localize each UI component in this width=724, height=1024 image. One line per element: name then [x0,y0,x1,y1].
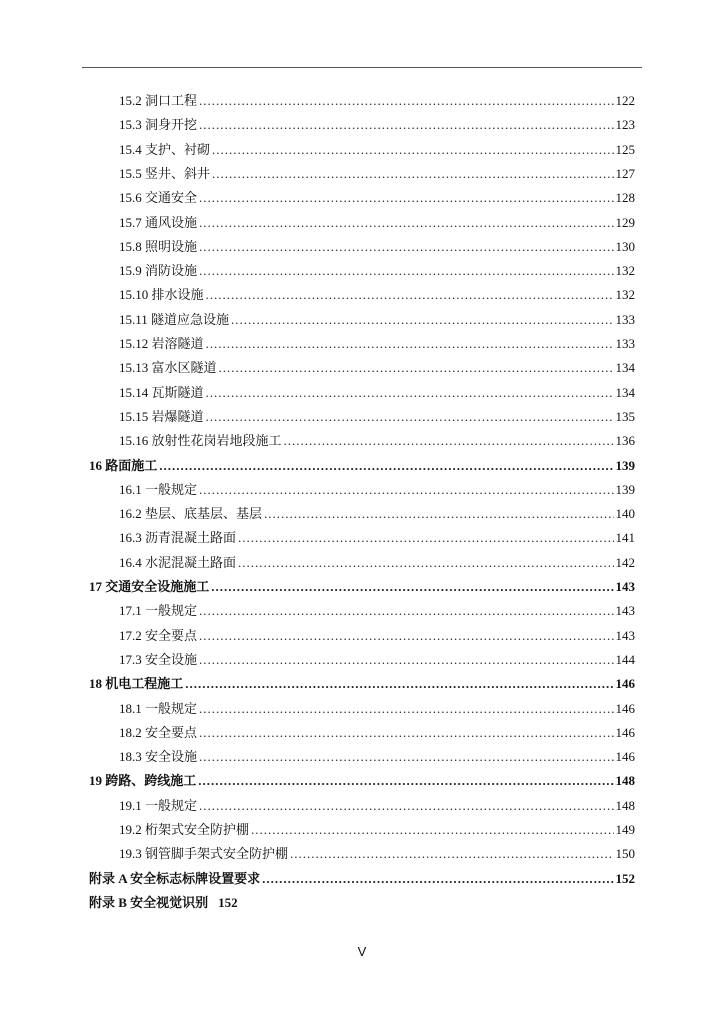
toc-section-entry[interactable] [119,381,635,405]
toc-entry-page-number: 133 [615,336,635,351]
toc-entry-title: 18.1 一般规定 [119,700,198,716]
toc-entry-title: 19.1 一般规定 [119,797,198,813]
toc-dot-leader [238,526,613,550]
toc-entry-title: 15.12 岩溶隧道 [119,336,204,351]
toc-dot-leader [199,211,613,235]
toc-dot-leader [212,138,613,162]
toc-entry-page-number: 149 [615,822,635,837]
toc-section-entry[interactable] [119,308,635,332]
toc-dot-leader [185,672,613,696]
toc-section-entry[interactable] [119,113,635,137]
toc-entry-title: 15.3 洞身开挖 [119,117,198,133]
toc-dot-leader [199,697,613,721]
toc-entry-page-number: 148 [615,773,635,789]
toc-entry-title: 16.4 水泥混凝土路面 [119,554,237,570]
toc-chapter-entry[interactable] [89,769,635,793]
toc-dot-leader [199,89,613,113]
toc-entry-page-number: 143 [615,627,635,643]
toc-dot-leader [199,235,613,259]
toc-entry-page-number: 146 [615,749,635,765]
toc-entry-title: 15.5 竖井、斜井 [119,165,211,181]
toc-section-entry[interactable] [119,818,635,842]
toc-dot-leader [290,842,613,866]
toc-entry-page-number: 132 [615,287,635,303]
toc-chapter-entry[interactable] [89,575,635,599]
toc-entry-title: 15.10 排水设施 [119,287,204,303]
toc-section-entry[interactable] [119,551,635,575]
toc-dot-leader [159,454,613,478]
toc-entry-title: 15.7 通风设施 [119,214,198,230]
toc-entry-page-number: 146 [615,700,635,716]
toc-dot-leader [199,794,613,818]
toc-entry-page-number: 133 [615,311,635,327]
toc-entry-page-number: 139 [615,457,635,473]
toc-section-entry[interactable] [119,648,635,672]
toc-section-entry[interactable] [119,89,635,113]
toc-dot-leader [199,721,613,745]
toc-entry-page-number: 132 [615,263,635,279]
toc-entry-page-number: 139 [615,481,635,497]
toc-section-entry[interactable] [119,356,635,380]
toc-chapter-entry[interactable] [89,454,635,478]
toc-dot-leader [199,186,613,210]
toc-entry-title: 15.15 岩爆隧道 [119,408,204,424]
toc-entry-page-number: 146 [615,676,635,692]
toc-entry-page-number: 148 [615,797,635,813]
toc-entry-title: 15.9 消防设施 [119,263,198,279]
toc-entry-page-number: 128 [615,190,635,206]
toc-entry-title: 17.3 安全设施 [119,651,198,667]
toc-entry-page-number: 140 [615,506,635,522]
toc-dot-leader [238,551,613,575]
toc-entry-page-number: 150 [615,846,635,862]
toc-entry-page-number: 152 [218,894,238,910]
toc-chapter-entry[interactable] [89,672,635,696]
toc-section-entry[interactable] [119,842,635,866]
toc-section-entry[interactable] [119,502,635,526]
toc-section-entry[interactable] [119,624,635,648]
toc-dot-leader [212,162,613,186]
toc-entry-page-number: 141 [615,530,635,546]
toc-entry-page-number: 152 [615,870,635,886]
toc-entry-title: 17.2 安全要点 [119,627,198,643]
toc-section-entry[interactable] [119,162,635,186]
toc-entry-title: 15.11 隧道应急设施 [119,311,230,327]
toc-dot-leader [206,405,614,429]
page-number: V [357,944,367,959]
toc-dot-leader [199,745,613,769]
toc-entry-page-number: 134 [615,384,635,400]
toc-section-entry[interactable] [119,138,635,162]
toc-entry-page-number: 143 [615,603,635,619]
toc-entry-page-number: 134 [615,360,635,376]
toc-entry-title: 19.2 桁架式安全防护棚 [119,822,250,837]
toc-chapter-entry[interactable] [89,867,635,891]
toc-dot-leader [264,502,613,526]
toc-entry-page-number: 144 [615,651,635,667]
toc-entry-title: 附录 B 安全视觉识别 [89,894,209,910]
toc-dot-leader [206,283,614,307]
toc-dot-leader [231,308,613,332]
toc-section-entry[interactable] [119,429,635,453]
toc-entry-title: 16.2 垫层、底基层、基层 [119,506,263,522]
toc-dot-leader [284,429,614,453]
toc-entry-page-number: 130 [615,238,635,254]
toc-entry-page-number: 143 [615,579,635,594]
toc-dot-leader [199,648,613,672]
header-rule [82,67,642,68]
toc-entry-title: 18.3 安全设施 [119,749,198,765]
toc-entry-page-number: 129 [615,214,635,230]
toc-dot-leader [251,818,613,842]
toc-entry-title: 17.1 一般规定 [119,603,198,619]
toc-entry-title: 19 跨路、跨线施工 [89,773,197,789]
toc-entry-title: 15.2 洞口工程 [119,93,198,108]
toc-entry-page-number: 125 [615,141,635,157]
toc-dot-leader [199,259,613,283]
toc-entry-title: 16.1 一般规定 [119,481,198,497]
toc-section-entry[interactable] [119,599,635,623]
toc-entry-title: 16.3 沥青混凝土路面 [119,530,237,546]
toc-section-entry[interactable] [119,745,635,769]
toc-section-entry[interactable] [119,794,635,818]
toc-entry-title: 15.13 富水区隧道 [119,360,217,376]
toc-section-entry[interactable] [119,186,635,210]
toc-section-entry[interactable] [119,405,635,429]
toc-entry-page-number: 122 [615,93,635,108]
toc-entry-title: 16 路面施工 [89,457,158,473]
toc-dot-leader [219,356,614,380]
toc-section-entry[interactable] [119,283,635,307]
toc-entry-title: 15.6 交通安全 [119,190,198,206]
toc-section-entry[interactable] [119,259,635,283]
toc-section-entry[interactable] [119,697,635,721]
toc-dot-leader [199,599,613,623]
toc-dot-leader [262,867,613,891]
toc-dot-leader [206,381,614,405]
toc-section-entry[interactable] [119,721,635,745]
toc-dot-leader [199,113,613,137]
toc-dot-leader [198,769,613,793]
toc-entry-page-number: 142 [615,554,635,570]
toc-section-entry[interactable] [119,526,635,550]
toc-dot-leader [211,575,613,599]
toc-dot-leader [206,332,614,356]
toc-entry-title: 附录 A 安全标志标牌设置要求 [89,870,261,886]
toc-section-entry[interactable] [119,332,635,356]
toc-entry-title: 18.2 安全要点 [119,724,198,740]
toc-entry-title: 18 机电工程施工 [89,676,184,692]
toc-entry-title: 15.4 支护、衬砌 [119,141,211,157]
toc-entry-title: 15.16 放射性花岗岩地段施工 [119,433,282,449]
toc-entry-title: 15.14 瓦斯隧道 [119,384,204,400]
toc-section-entry[interactable] [119,211,635,235]
toc-entry-page-number: 146 [615,724,635,740]
toc-entry-page-number: 135 [615,408,635,424]
toc-entry-page-number: 123 [615,117,635,133]
toc-entry-page-number: 136 [615,433,635,449]
toc-entry-title: 19.3 钢管脚手架式安全防护棚 [119,846,289,862]
toc-entry-title: 15.8 照明设施 [119,238,198,254]
toc-entry-title: 17 交通安全设施施工 [89,579,210,594]
toc-entry-page-number: 127 [615,165,635,181]
toc-dot-leader [199,478,613,502]
toc-chapter-entry[interactable] [89,891,238,915]
toc-section-entry[interactable] [119,235,635,259]
toc-dot-leader [199,624,613,648]
toc-section-entry[interactable] [119,478,635,502]
